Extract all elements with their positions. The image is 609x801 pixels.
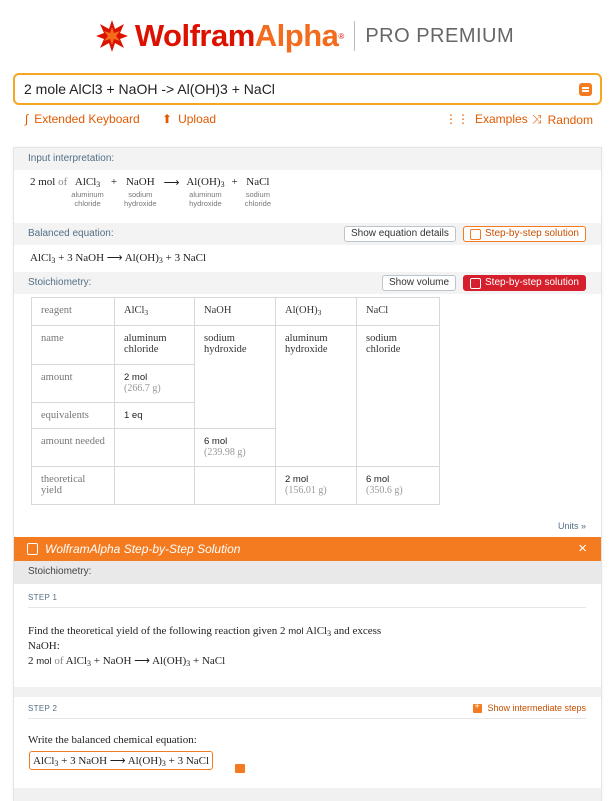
expand-icon[interactable]: [235, 764, 245, 773]
extended-keyboard-button[interactable]: [25, 112, 140, 126]
random-button[interactable]: [532, 112, 593, 127]
table-cell: 6 mol (350.6 g): [357, 467, 440, 505]
divider: [28, 607, 586, 608]
plus-sign: +: [231, 176, 238, 188]
table-cell: sodium chloride: [357, 326, 440, 467]
balanced-equation: AlCl$_3$ + 3 NaOH ⟶ $Al(OH)_3 + 3$ NaCl: [30, 252, 207, 265]
units-link[interactable]: Units »: [557, 521, 586, 531]
table-cell: [115, 429, 195, 467]
table-cell: [195, 467, 276, 505]
search-submit-icon[interactable]: [579, 83, 592, 96]
plus-box-icon: [473, 704, 482, 713]
table-row: [32, 467, 440, 505]
table-cell: 1 eq: [115, 403, 195, 429]
table-cell: AlCl$_3$: [115, 298, 195, 326]
table-cell: $Al(OH)_3$: [276, 298, 357, 326]
term-sodium-chloride: NaCl sodium chloride: [244, 176, 271, 208]
logo-divider: [354, 21, 355, 51]
row-label: amount: [32, 365, 115, 403]
table-cell: sodium hydroxide: [195, 326, 276, 429]
extended-keyboard-label: Extended Keyboard: [34, 112, 140, 126]
table-cell: NaOH: [195, 298, 276, 326]
term-aluminum-hydroxide: $Al(OH)_3$ aluminum hydroxide: [186, 176, 225, 208]
row-label: reagent: [32, 298, 115, 326]
shuffle-icon: ⤨: [532, 112, 542, 126]
close-icon[interactable]: ×: [578, 540, 587, 557]
input-interpretation-header: [14, 148, 601, 170]
term-sodium-hydroxide: NaOH sodium hydroxide: [124, 176, 157, 208]
table-cell: 6 mol (239.98 g): [195, 429, 276, 467]
show-equation-details-button[interactable]: Show equation details: [344, 226, 456, 242]
input-interpretation-title: Input interpretation:: [28, 153, 115, 164]
search-input[interactable]: [13, 73, 602, 105]
divider: [28, 718, 586, 719]
wolframalpha-logo[interactable]: [0, 14, 609, 58]
brand-tier: PRO PREMIUM: [365, 24, 515, 47]
show-intermediate-steps-button[interactable]: + Show intermediate steps: [473, 703, 586, 713]
search-query[interactable]: 2 mole AlCl3 + NaOH -> Al(OH)3 + NaCl: [24, 81, 275, 97]
examples-button[interactable]: [445, 112, 528, 126]
row-label: equivalents: [32, 403, 115, 429]
wolfram-spikey-icon: [95, 19, 129, 53]
balanced-equation-header: [14, 223, 601, 245]
notebook-icon: [27, 543, 38, 555]
table-row: [32, 326, 440, 365]
step-1-label: STEP 1: [28, 593, 58, 602]
brand-name: WolframAlpha: [134, 18, 339, 53]
upload-icon: ⬆: [162, 112, 173, 126]
stoichiometry-table: [31, 297, 440, 505]
arrow-sign: ⟶: [163, 177, 180, 189]
upload-button[interactable]: [162, 112, 216, 126]
step-separator: [14, 788, 601, 801]
registered-mark: ®: [338, 31, 345, 41]
row-label: name: [32, 326, 115, 365]
table-cell: 2 mol (156.01 g): [276, 467, 357, 505]
keyboard-icon: ∫: [25, 112, 29, 126]
stoichiometry-title: Stoichiometry:: [28, 277, 92, 288]
random-label: Random: [547, 112, 593, 127]
amount: 2 mol of: [30, 176, 68, 188]
table-cell: aluminum hydroxide: [276, 326, 357, 467]
step-2-text: Write the balanced chemical equation:: [28, 734, 197, 746]
examples-label: Examples: [475, 112, 528, 126]
stoichiometry-header: [14, 272, 601, 294]
step-separator: [14, 687, 601, 697]
balanced-equation-title: Balanced equation:: [28, 228, 114, 239]
input-interpretation: [30, 176, 271, 208]
step-2-label: STEP 2: [28, 704, 58, 713]
term-aluminum-chloride: AlCl$_3$ aluminum chloride: [71, 176, 104, 208]
upload-label: Upload: [178, 112, 217, 126]
grid-icon: ⋮⋮: [445, 112, 469, 126]
table-cell: 2 mol (266.7 g): [115, 365, 195, 403]
stoichiometry-step-by-step-button[interactable]: Step-by-step solution: [463, 275, 586, 291]
step-by-step-header: [14, 537, 601, 561]
table-cell: [115, 467, 195, 505]
row-label: amount needed: [32, 429, 115, 467]
balanced-step-by-step-button[interactable]: Step-by-step solution: [463, 226, 586, 242]
plus-sign: +: [110, 176, 118, 188]
show-volume-button[interactable]: Show volume: [382, 275, 456, 291]
table-cell: NaCl: [357, 298, 440, 326]
step-by-step-section: Stoichiometry:: [14, 561, 601, 584]
results-card: [13, 147, 602, 801]
table-row: [32, 298, 440, 326]
step-by-step-title: WolframAlpha Step-by-Step Solution: [45, 542, 241, 556]
balanced-equation-box[interactable]: AlCl$_3$ + 3 NaOH ⟶ $Al(OH)_3 + 3$ NaCl: [29, 751, 213, 770]
table-cell: aluminum chloride: [115, 326, 195, 365]
row-label: theoretical yield: [32, 467, 115, 505]
step-1-text: Find the theoretical yield of the following reaction given 2 mol AlCl$_3$ and excess NaOH: 2 mol of AlCl$_3$ + NaOH ⟶ $Al(OH)_3$ + NaCl: [28, 625, 382, 668]
